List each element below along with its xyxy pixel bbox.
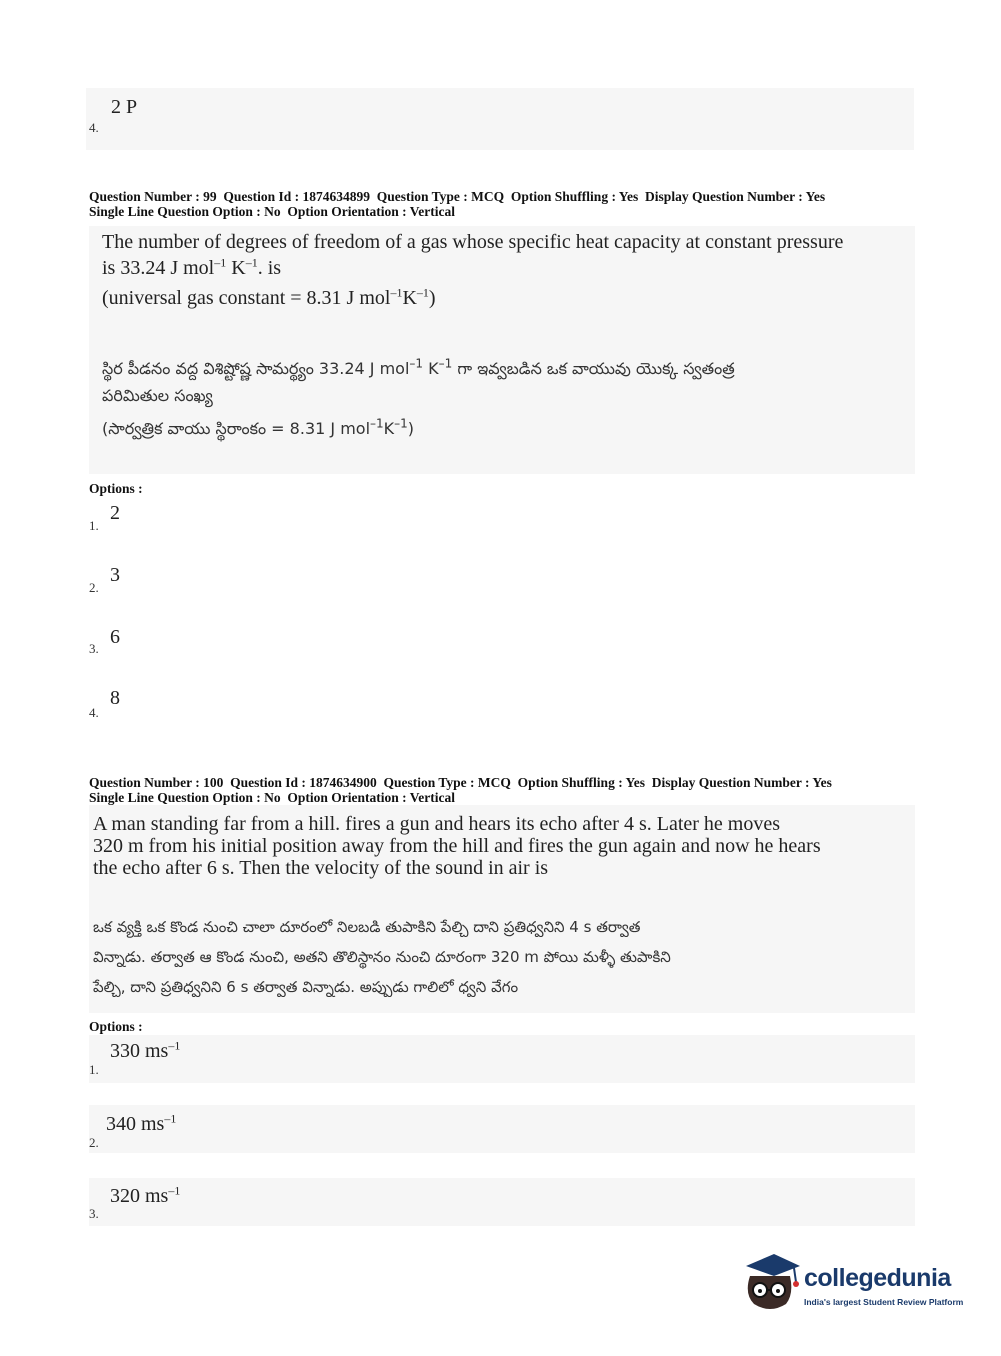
q99-text-te-line2: పరిమితుల సంఖ్య	[102, 386, 213, 405]
q99-meta-line2: Single Line Question Option : No Option Orientation : Vertical	[89, 204, 456, 219]
q100-options-label: Options :	[89, 1019, 143, 1034]
q100-text-en-line3: the echo after 6 s. Then the velocity of the sound in air is	[93, 857, 549, 879]
q99-text-en-line2: is 33.24 J mol$^{-1}$ $K^{-1}$. is	[102, 255, 282, 279]
q99-option-3-value[interactable]: 6	[110, 626, 120, 648]
q100-option-2-box	[89, 1105, 915, 1153]
q100-text-te-line1: ఒక వ్యక్తి ఒక కొండ నుంచి చాలా దూరంలో నిలబడి తుపాకిని పేల్చి దాని ప్రతిధ్వనిని 4 s తర్వాత	[93, 918, 641, 936]
prev-option-4-box	[86, 88, 914, 150]
q99-text-te-line3: (సార్వత్రిక వాయు స్థిరాంకం = 8.31 J $mol^{-1}K^{-1}$)	[102, 416, 415, 438]
q99-text-en-line1: The number of degrees of freedom of a gas whose specific heat capacity at constant pressure	[102, 231, 844, 253]
q100-option-2-value[interactable]: 340 $ms^{-1}$	[106, 1111, 177, 1135]
q99-option-2-number[interactable]: 2.	[89, 580, 99, 595]
q100-text-en-line1: A man standing far from a hill. fires a gun and hears its echo after 4 s. Later he moves	[93, 813, 781, 835]
q99-option-4-value[interactable]: 8	[110, 687, 120, 709]
q100-option-1-value[interactable]: 330 $ms^{-1}$	[110, 1038, 181, 1062]
mascot-icon	[740, 1250, 802, 1314]
q99-option-4-number[interactable]: 4.	[89, 705, 99, 720]
q99-option-3-number[interactable]: 3.	[89, 641, 99, 656]
option-value: 2 P	[111, 96, 138, 118]
q99-option-1-value[interactable]: 2	[110, 502, 120, 524]
q100-option-2-number[interactable]: 2.	[89, 1135, 99, 1150]
logo-brand: collegedunia	[804, 1264, 951, 1292]
q100-option-1-box	[89, 1035, 915, 1083]
q99-option-2-value[interactable]: 3	[110, 564, 120, 586]
q100-text-te-line3: పేల్చి, దాని ప్రతిధ్వనిని 6 s తర్వాత విన్నాడు. అప్పుడు గాలిలో ధ్వని వేగం	[93, 978, 519, 996]
logo-tagline: India's largest Student Review Platform	[804, 1297, 964, 1307]
q99-text-te-line1: స్థిర పీడనం వద్ద విశిష్టోష్ణ సామర్థ్యం 33.24 J mol$^{-1}$ $K^{-1}$ గా ఇవ్వబడిన ఒక వాయువు యొక్క స్వతంత్ర	[102, 356, 735, 378]
q100-option-3-value[interactable]: 320 $ms^{-1}$	[110, 1183, 181, 1207]
q99-text-en-line3: (universal gas constant = 8.31 J $mol^{-1}K^{-1}$)	[102, 285, 436, 309]
q99-option-1-number[interactable]: 1.	[89, 518, 99, 533]
option-number: 4.	[89, 120, 99, 135]
q100-text-en	[93, 813, 903, 879]
q100-option-3-box	[89, 1178, 915, 1226]
q100-option-3-number[interactable]: 3.	[89, 1206, 99, 1221]
q100-meta-line2: Single Line Question Option : No Option Orientation : Vertical	[89, 790, 456, 805]
q99-text-en	[102, 231, 902, 309]
q99-options-label: Options :	[89, 481, 143, 496]
q100-meta-line1: Question Number : 100 Question Id : 1874634900 Question Type : MCQ Option Shuffling : Yes Display Question Number : Yes	[89, 775, 832, 790]
q100-text-te	[93, 912, 903, 1002]
q100-option-1-number[interactable]: 1.	[89, 1062, 99, 1077]
q99-text-te	[102, 355, 902, 442]
q100-text-te-line2: విన్నాడు. తర్వాత ఆ కొండ నుంచి, అతని తొలిస్థానం నుంచి దూరంగా 320 m పోయి మళ్ళీ తుపాకిని	[93, 948, 671, 966]
q99-meta-line1: Question Number : 99 Question Id : 1874634899 Question Type : MCQ Option Shuffling : Yes Display Question Number : Yes	[89, 189, 826, 204]
collegedunia-logo[interactable]	[740, 1250, 970, 1316]
q100-text-en-line2: 320 m from his initial position away from the hill and fires the gun again and now he hears	[93, 835, 821, 857]
